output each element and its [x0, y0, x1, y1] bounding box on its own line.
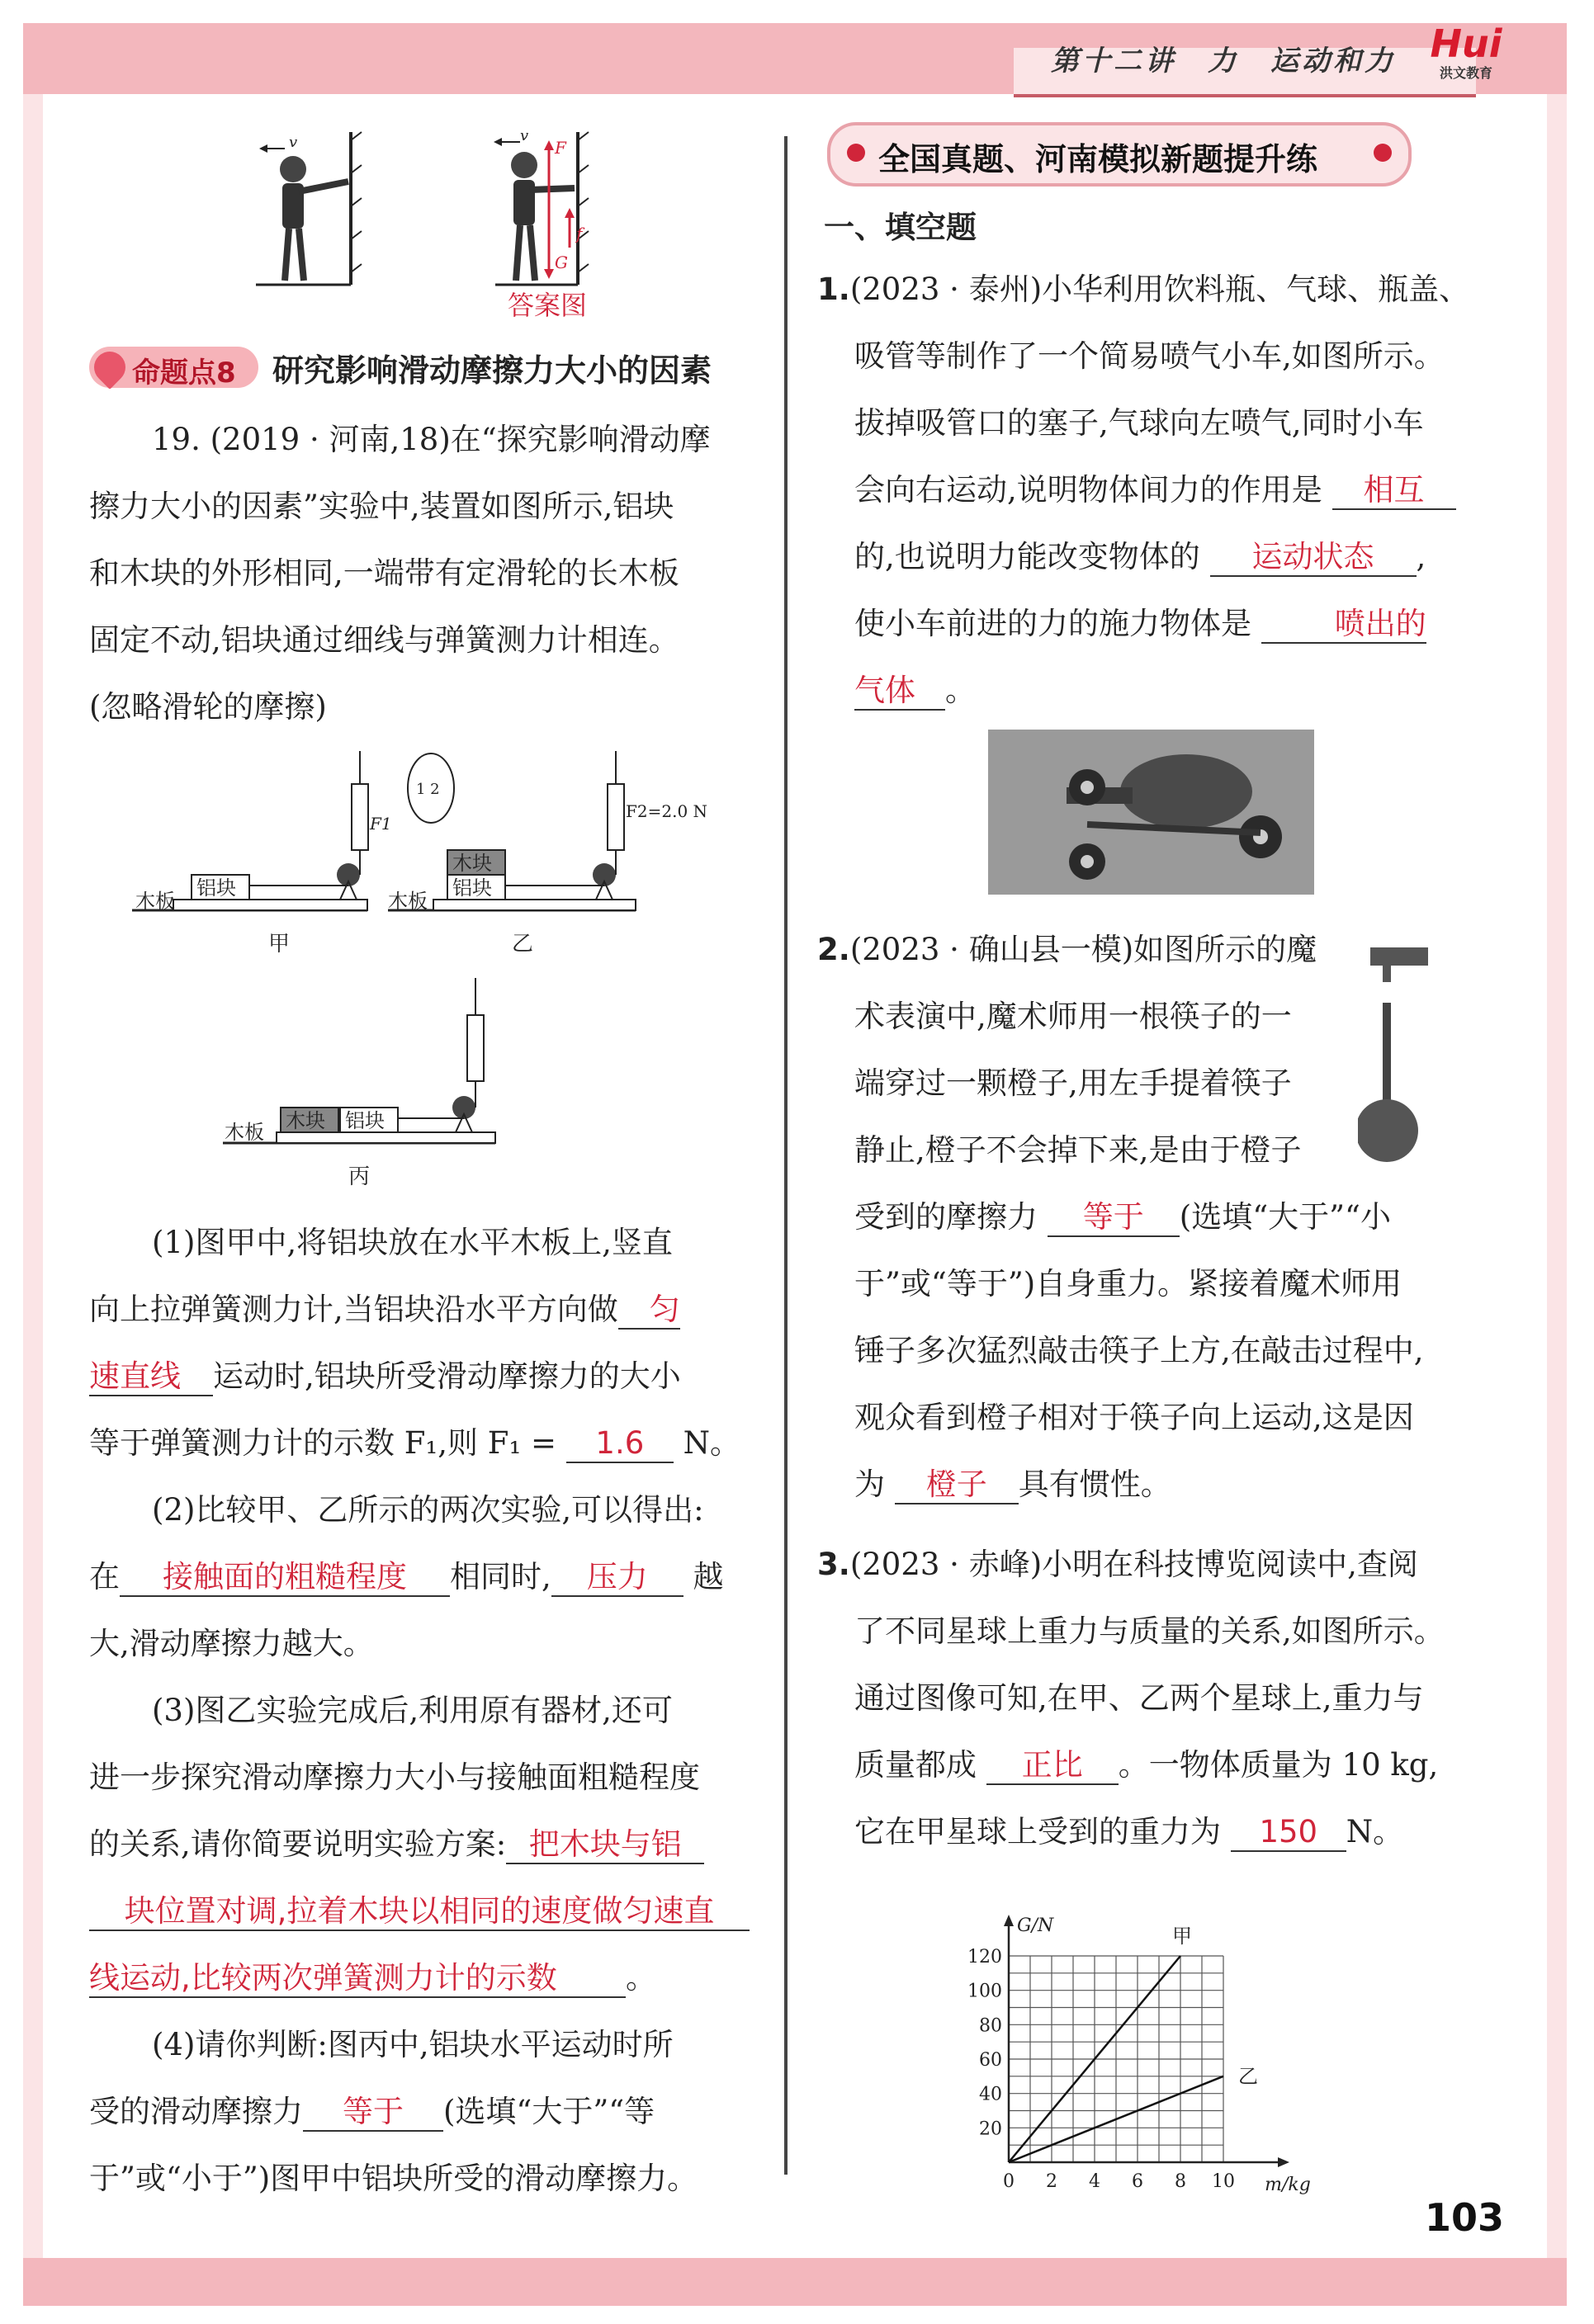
q19-p2-text-c: 相同时, — [450, 1559, 551, 1594]
q19-p2-answer-1: 接触面的粗糙程度 — [120, 1559, 450, 1597]
q19-p1-line-b — [89, 1276, 758, 1343]
topic-tag-label: 命题点8 — [132, 357, 236, 390]
q3-text-e: 。一物体质量为 10 kg, — [1118, 1747, 1439, 1783]
y-tick-label: 20 — [979, 2119, 1002, 2140]
y-tick-label: 40 — [979, 2084, 1002, 2105]
q3-line-c: 通过图像可知,在甲、乙两个星球上,重力与 — [854, 1680, 1424, 1716]
q19-p4-text-b: 受的滑动摩擦力 — [89, 2094, 303, 2129]
y-axis-arrow — [1004, 1915, 1014, 1926]
q19-p4-line-a: (4)请你判断:图丙中,铝块水平运动时所 — [152, 2027, 674, 2062]
q19-p2-line-a: (2)比较甲、乙所示的两次实验,可以得出: — [152, 1492, 704, 1528]
q2-line-j — [817, 1451, 1502, 1518]
q2-line-e — [817, 1183, 1502, 1250]
q3-answer-1: 正比 — [986, 1747, 1119, 1785]
svg-text:v: v — [289, 134, 298, 151]
q3-line-b: 了不同星球上重力与质量的关系,如图所示。 — [854, 1613, 1445, 1649]
friction-apparatus-figure — [124, 735, 751, 1197]
q3-text-d: 质量都成 — [854, 1747, 977, 1783]
q19-p4-line-b — [89, 2078, 758, 2145]
svg-text:f: f — [576, 224, 583, 243]
q19-parts — [89, 1209, 758, 2212]
q19-p1-line-c — [89, 1343, 758, 1410]
yi-wood-label: 木块 — [452, 852, 492, 875]
bing-board-label: 木板 — [225, 1121, 264, 1144]
q19-p4-text-c: (选填“大于”“等 — [443, 2094, 655, 2129]
scale-zoom-label: 1 2 — [416, 781, 440, 798]
pill-dot-right-icon — [1374, 144, 1392, 162]
x-tick-label: 6 — [1132, 2171, 1143, 2192]
q19-p3-line-ans2 — [89, 1878, 758, 1944]
y-tick-label: 60 — [979, 2050, 1002, 2071]
x-axis-label: m/kg — [1265, 2175, 1311, 2195]
topic-tag — [89, 347, 258, 388]
q19-p4-line-d: 于”或“小于”)图甲中铝块所受的滑动摩擦力。 — [89, 2161, 698, 2196]
drop-icon — [88, 345, 132, 390]
q3-answer-2: 150 — [1231, 1814, 1346, 1852]
yi-caption: 乙 — [512, 932, 534, 957]
q19-line-4: 固定不动,铝块通过细线与弹簧测力计相连。 — [89, 622, 679, 658]
right-margin-band — [1547, 94, 1567, 2258]
x-tick-label: 2 — [1046, 2171, 1057, 2192]
q2-line-a — [817, 916, 1502, 983]
q19-p1-line-a: (1)图甲中,将铝块放在水平木板上,竖直 — [152, 1225, 673, 1260]
q19-p2-text-d: 越 — [693, 1559, 724, 1594]
q2-text-k: 具有惯性。 — [1018, 1467, 1171, 1502]
q2-text-e: 受到的摩擦力 — [854, 1199, 1038, 1235]
q19-p3-text-d: 。 — [626, 1960, 656, 1996]
q19-line-1: 19. (2019 · 河南,18)在“探究影响滑动摩 — [152, 422, 711, 457]
q19-p1-answer-1b: 速直线 — [89, 1358, 213, 1396]
svg-text:F: F — [555, 138, 566, 158]
q1-text-d: 会向右运动,说明物体间力的作用是 — [854, 472, 1322, 508]
y-axis-label: G/N — [1017, 1915, 1054, 1936]
y-tick-label: 80 — [979, 2015, 1002, 2037]
series-label-jia: 甲 — [1172, 1925, 1192, 1948]
page-number: 103 — [1425, 2195, 1505, 2240]
q19-p1-text-e: N。 — [683, 1425, 740, 1461]
q2-text-a: (2023 · 确山县一模)如图所示的魔 — [849, 932, 1317, 967]
q3-text-a: (2023 · 赤峰)小明在科技博览阅读中,查阅 — [849, 1547, 1418, 1582]
q19-p2-line-e: 大,滑动摩擦力越大。 — [89, 1626, 374, 1661]
q19-p3-line-ans3 — [89, 1944, 758, 2011]
q19-p3-answer-3: 线运动,比较两次弹簧测力计的示数 — [89, 1960, 626, 1998]
svg-text:v: v — [520, 127, 529, 144]
bing-aluminum-label: 铝块 — [345, 1109, 385, 1132]
q3 — [817, 1531, 1502, 1865]
figure-left-wall — [256, 132, 362, 285]
q2-line-i: 观众看到橙子相对于筷子向上运动,这是因 — [854, 1400, 1414, 1435]
q1 — [817, 256, 1502, 724]
q19-p3-answer-2: 块位置对调,拉着木块以相同的速度做匀速直 — [89, 1893, 750, 1931]
q19-p3-line-c — [89, 1811, 758, 1878]
q19-p1-answer-1a: 匀 — [618, 1292, 680, 1330]
jia-caption: 甲 — [268, 932, 291, 957]
section-heading: 一、填空题 — [824, 210, 977, 245]
q1-line-b: 吸管等制作了一个简易喷气小车,如图所示。 — [854, 338, 1445, 374]
q1-text-a: (2023 · 泰州)小华利用饮料瓶、气球、瓶盖、 — [849, 272, 1470, 307]
svg-text:G: G — [555, 253, 568, 272]
q19-p3-answer-1: 把木块与铝 — [506, 1826, 704, 1864]
publisher-logo — [1417, 21, 1516, 82]
q2-text-j: 为 — [854, 1467, 885, 1502]
q2-line-h: 锤子多次猛烈敲击筷子上方,在敲击过程中, — [854, 1333, 1424, 1368]
x-tick-label: 4 — [1089, 2171, 1100, 2192]
gravity-mass-chart — [949, 1873, 1346, 2195]
x-tick-label: 10 — [1212, 2171, 1235, 2192]
column-divider — [784, 136, 788, 2175]
y-tick-label: 100 — [967, 1981, 1002, 2002]
q1-line-d — [817, 456, 1502, 523]
yi-board-label: 木板 — [388, 890, 428, 913]
q1-line-c: 拔掉吸管口的塞子,气球向左喷气,同时小车 — [854, 405, 1424, 441]
q19-p1-text-d: 等于弹簧测力计的示数 F₁,则 F₁ = — [89, 1425, 557, 1461]
q3-line-f — [817, 1798, 1502, 1865]
q19-p3-line-a: (3)图乙实验完成后,利用原有器材,还可 — [152, 1693, 673, 1728]
q19-line-3: 和木块的外形相同,一端带有定滑轮的长木板 — [89, 555, 679, 591]
q19-p1-text-b: 向上拉弹簧测力计,当铝块沿水平方向做 — [89, 1292, 618, 1327]
header-title: 第十二讲 力 运动和力 — [1051, 45, 1396, 78]
q3-line-d — [817, 1731, 1502, 1798]
jia-aluminum-label: 铝块 — [196, 876, 236, 900]
q3-text-g: N。 — [1346, 1814, 1404, 1849]
bing-wood-label: 木块 — [286, 1109, 325, 1132]
q19-p1-answer-2: 1.6 — [566, 1425, 674, 1463]
q3-line-a — [817, 1531, 1502, 1598]
q2-text-f: (选填“大于”“小 — [1179, 1199, 1391, 1235]
logo-caption: 洪文教育 — [1439, 65, 1492, 81]
setup-bing — [223, 978, 495, 1189]
jet-car-photo — [988, 730, 1314, 895]
q19-p3-text-c: 的关系,请你简要说明实验方案: — [89, 1826, 507, 1862]
q3-text-f: 它在甲星球上受到的重力为 — [854, 1814, 1221, 1849]
yi-aluminum-label: 铝块 — [452, 876, 492, 900]
logo-mark: Hui — [1430, 21, 1502, 66]
q19-line-5: (忽略滑轮的摩擦) — [89, 689, 327, 725]
y-tick-label: 120 — [967, 1947, 1002, 1967]
q1-text-e: 的,也说明力能改变物体的 — [854, 539, 1200, 574]
left-margin-band — [23, 94, 43, 2258]
q1-line-a — [817, 256, 1502, 323]
topic-title: 研究影响滑动摩擦力大小的因素 — [272, 352, 712, 389]
section-pill-label: 全国真题、河南模拟新题提升练 — [878, 141, 1318, 177]
answer-figure-caption: 答案图 — [508, 290, 588, 321]
jia-board-label: 木板 — [135, 890, 175, 913]
x-axis-arrow — [1278, 2157, 1289, 2167]
q19-p2-answer-2: 压力 — [551, 1559, 683, 1597]
setup-jia — [132, 751, 454, 957]
q1-text-h: 。 — [945, 673, 976, 708]
q3-number: 3. — [817, 1547, 850, 1582]
figure-right-wall — [494, 127, 589, 285]
section-pill — [827, 122, 1412, 187]
q1-answer-2: 运动状态 — [1210, 539, 1417, 577]
q2-answer-2: 橙子 — [895, 1467, 1019, 1504]
series-label-yi: 乙 — [1238, 2064, 1258, 2088]
q1-number: 1. — [817, 272, 850, 307]
q19-p4-answer: 等于 — [303, 2094, 443, 2132]
q19-p2-text-b: 在 — [89, 1559, 120, 1594]
q2-line-d: 静止,橙子不会掉下来,是由于橙子 — [854, 1132, 1302, 1168]
q2-answer-1: 等于 — [1048, 1199, 1180, 1237]
x-tick-label: 8 — [1175, 2171, 1186, 2192]
q19-line-2: 擦力大小的因素”实验中,装置如图所示,铝块 — [89, 489, 674, 524]
jet-car-drawing — [988, 730, 1314, 895]
f2-label: F2=2.0 N — [626, 801, 708, 821]
q1-answer-3a: 喷出的 — [1261, 606, 1426, 644]
x-tick-label: 0 — [1003, 2171, 1015, 2192]
q1-answer-1: 相互 — [1332, 472, 1456, 510]
q2-number: 2. — [817, 932, 850, 967]
q19-p3-line-b: 进一步探究滑动摩擦力大小与接触面粗糙程度 — [89, 1760, 700, 1795]
footer-band — [23, 2258, 1567, 2306]
bing-caption: 丙 — [348, 1164, 371, 1189]
q19-p2-line-b — [89, 1543, 758, 1610]
q2-line-c: 端穿过一颗橙子,用左手提着筷子 — [854, 1065, 1292, 1101]
q2-line-g: 于”或“等于”)自身重力。紧接着魔术师用 — [854, 1266, 1402, 1301]
q1-line-e — [817, 523, 1502, 590]
pill-dot-left-icon — [847, 144, 865, 162]
q19-p1-text-c: 运动时,铝块所受滑动摩擦力的大小 — [213, 1358, 681, 1394]
q2 — [817, 916, 1502, 1518]
q2-line-b: 术表演中,魔术师用一根筷子的一 — [854, 999, 1292, 1034]
q1-line-h — [817, 657, 1502, 724]
f1-label: F1 — [370, 814, 392, 834]
q1-answer-3b: 气体 — [854, 673, 945, 711]
q19-p1-line-d — [89, 1410, 758, 1476]
q19-stem — [89, 406, 758, 740]
q1-text-f: , — [1416, 539, 1426, 574]
q1-text-g: 使小车前进的力的施力物体是 — [854, 606, 1251, 641]
q1-line-g — [817, 590, 1502, 657]
